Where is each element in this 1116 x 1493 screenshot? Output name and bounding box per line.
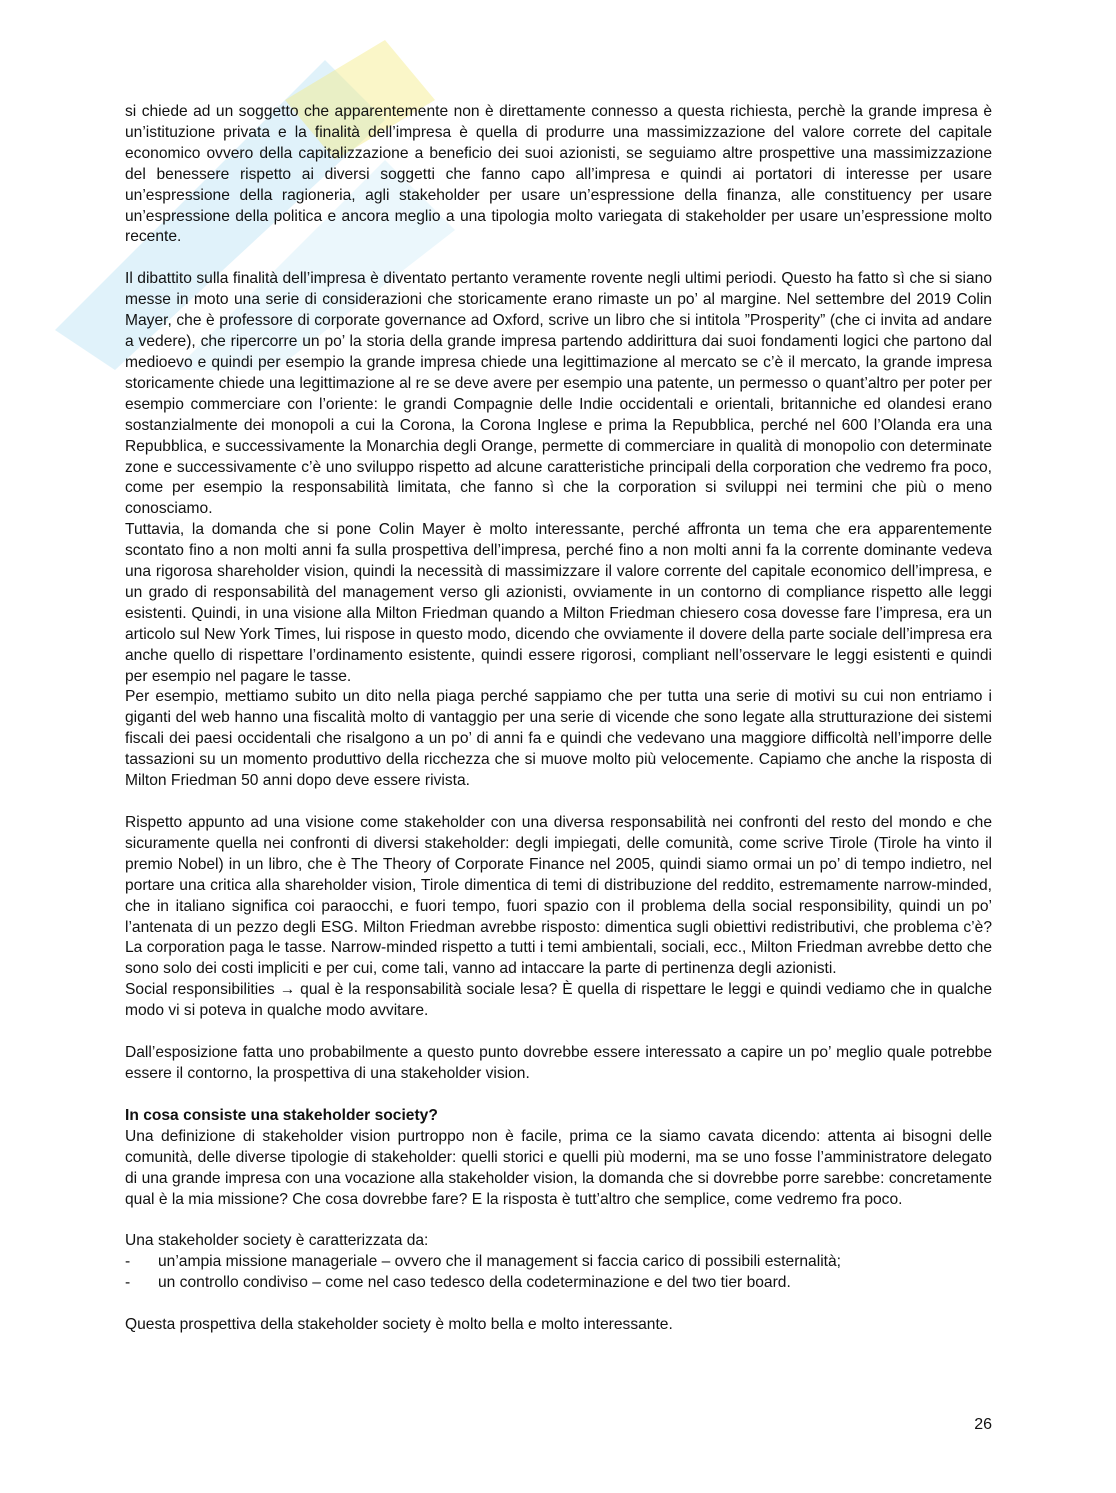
section-heading: In cosa consiste una stakeholder society? bbox=[125, 1106, 438, 1124]
paragraph-9: Una stakeholder society è caratterizzata da: bbox=[125, 1232, 429, 1250]
paragraph-3: Tuttavia, la domanda che si pone Colin Mayer è molto interessante, perché affronta un tema che era apparentemente scontato fino a non molti anni fa sulla prospettiva dell’impresa, perché fino a non molti anni fa la corrente dominante vedeva una rigorosa shareholder vision, quindi la necessità di massimizzare il valore corrente del capitale economico dell’impresa, e un grado di responsabilità del management verso gli azionisti, ovviamente in un contorno di compliance rispetto alle leggi esistenti. Quindi, in una visione alla Milton Friedman quando a Milton Friedman chiesero cosa dovesse fare l’impresa, era un articolo sul New York Times, lui rispose in questo modo, dicendo che ovviamente il dovere della parte sociale dell’impresa era anche quello di rispettare l’ordinamento esistente, quindi essere rigorosi, compliant nell’osservare le leggi esistenti e quindi per esempio nel pagare le tasse. bbox=[125, 521, 992, 685]
characteristics-list bbox=[125, 1252, 992, 1294]
paragraph-4: Per esempio, mettiamo subito un dito nella piaga perché sappiamo che per tutta una serie di motivi su cui non entriamo i giganti del web hanno una fiscalità molto di vantaggio per una serie di vicende che sono legate alla strutturazione dei sistemi fiscali dei paesi occidentali che risalgono a un po’ di anni fa e quindi che vedevano una maggiore difficoltà nell’imporre delle tassazioni su un momento produttivo della ricchezza che si muove molto più velocemente. Capiamo che anche la risposta di Milton Friedman 50 anni dopo deve essere rivista. bbox=[125, 688, 992, 790]
paragraph-8: Una definizione di stakeholder vision purtroppo non è facile, prima ce la siamo cavata dicendo: attenta ai bisogni delle comunità, delle diverse tipologie di stakeholder: quelli storici e quelli più moderni, ma se uno fosse l’amministratore delegato di una grande impresa con una vocazione alla stakeholder vision, la domanda che si dovrebbe porre sarebbe: concretamente qual è la mia missione? Che cosa dovrebbe fare? E la risposta è tutt’altro che semplice, come vedremo fra poco. bbox=[125, 1127, 992, 1208]
document-page bbox=[125, 102, 992, 1336]
paragraph-5: Rispetto appunto ad una visione come stakeholder con una diversa responsabilità nei confronti del resto del mondo e che sicuramente quella nei confronti di diversi stakeholder: degli impiegati, delle comunità, come scrive Tirole (Tirole ha vinto il premio Nobel) in un libro, che è The Theory of Corporate Finance nel 2005, quindi siamo ormai un po’ di tempo indietro, nel portare una critica alla shareholder vision, Tirole dimentica di temi di distribuzione del reddito, estremamente narrow-minded, che in italiano significa coi paraocchi, e fuori tempo, fuori spazio con il problema della social responsibility, quindi un po’ l’antenata di un pezzo degli ESG. Milton Friedman avrebbe risposto: dimentica sugli obiettivi redistributivi, che problema c’è? La corporation paga le tasse. Narrow-minded rispetto a tutti i temi ambientali, sociali, ecc., Milton Friedman avrebbe detto che sono solo dei costi impliciti e per cui, come tali, vanno ad intaccare la parte di pertinenza degli azionisti. bbox=[125, 814, 992, 978]
paragraph-1: si chiede ad un soggetto che apparentemente non è direttamente connesso a questa richiesta, perchè la grande impresa è un’istituzione privata e la finalità dell’impresa è quella di produrre una massimizzazione del valore correte del capitale economico ovvero della capitalizzazione a beneficio dei suoi azionisti, se seguiamo altre prospettive una massimizzazione del benessere rispetto ai diversi soggetti che fanno capo all’impresa e quindi ai portatori di interesse per usare un’espressione della ragioneria, agli stakeholder per usare un’espressione della finanza, alle constituency per usare un’espressione della politica e ancora meglio a una tipologia molto variegata di stakeholder per usare un’espressione molto recente. bbox=[125, 103, 992, 246]
paragraph-10: Questa prospettiva della stakeholder society è molto bella e molto interessante. bbox=[125, 1316, 673, 1334]
paragraph-7: Dall’esposizione fatta uno probabilmente a questo punto dovrebbe essere interessato a capire un po’ meglio quale potrebbe essere il contorno, la prospettiva di una stakeholder vision. bbox=[125, 1044, 992, 1082]
list-item: - un controllo condiviso – come nel caso tedesco della codeterminazione e del two tier board. bbox=[125, 1273, 992, 1294]
list-item: - un’ampia missione manageriale – ovvero che il management si faccia carico di possibili esternalità; bbox=[125, 1252, 992, 1273]
paragraph-2: Il dibattito sulla finalità dell’impresa è diventato pertanto veramente rovente negli ultimi periodi. Questo ha fatto sì che si siano messe in moto una serie di considerazioni che storicamente erano rimaste un po’ al margine. Nel settembre del 2019 Colin Mayer, che è professore di corporate governance ad Oxford, scrive un libro che si intitola ”Prosperity” (che ci invita ad andare a vedere), che ripercorre un po’ la storia della grande impresa partendo addirittura dai suoi fondamenti logici che partono dal medioevo e quindi per esempio la grande impresa chiede una legittimazione al mercato se c’è il mercato, la grande impresa storicamente chiede una legittimazione al re se deve avere per esempio una patente, un permesso o quant’altro per poter per esempio commerciare con l’oriente: le grandi Compagnie delle Indie occidentali e orientali, britanniche ed olandesi erano sostanzialmente dei monopoli a cui la Corona, la Corona Inglese e prima la Repubblica, perché nel 600 l’Olanda era una Repubblica, e successivamente la Monarchia degli Orange, permette di commerciare in qualità di monopolio con determinate zone e successivamente c’è uno sviluppo rispetto ad alcune caratteristiche principali della corporation che vedremo fra poco, come per esempio la responsabilità limitata, che fanno sì che la corporation si sviluppi nei termini che più o meno conosciamo. bbox=[125, 270, 992, 518]
page-number: 26 bbox=[974, 1416, 992, 1433]
paragraph-6: Social responsibilities → qual è la responsabilità sociale lesa? È quella di rispettare le leggi e quindi vediamo che in qualche modo vi si poteva in qualche modo avvitare. bbox=[125, 981, 992, 1020]
